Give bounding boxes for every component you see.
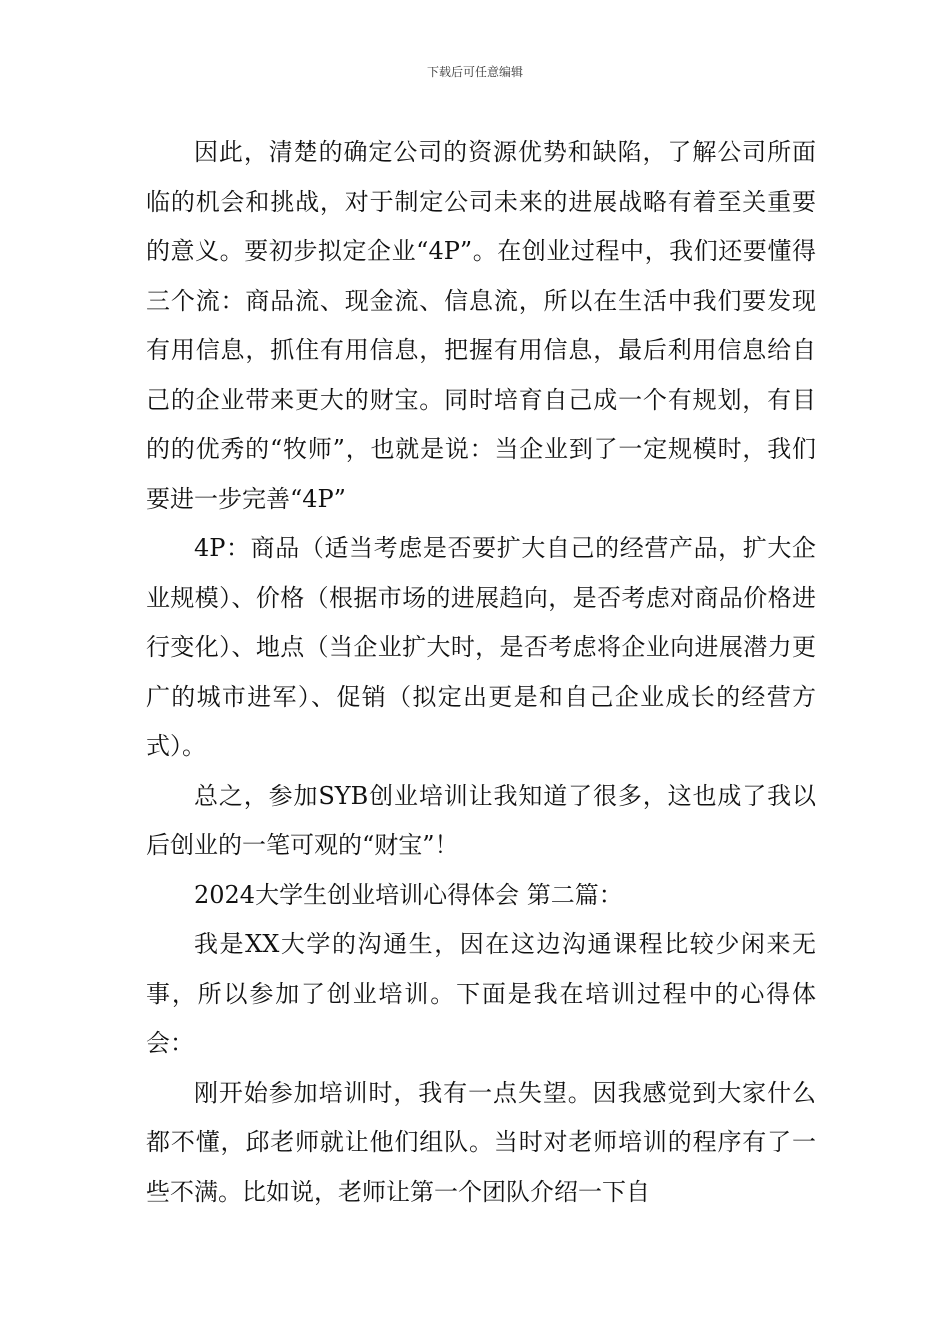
paragraph-4p: 4P：商品（适当考虑是否要扩大自己的经营产品，扩大企业规模）、价格（根据市场的进展趋向，是否考虑对商品价格进行变化）、地点（当企业扩大时，是否考虑将企业向进展潜力更广的城市进军）、促销（拟定出更是和自己企业成长的经营方式）。 bbox=[146, 534, 816, 760]
page-header: 下载后可任意编辑 bbox=[426, 65, 523, 79]
paragraph-intro: 我是XX大学的沟通生，因在这边沟通课程比较少闲来无事，所以参加了创业培训。下面是我在培训过程中的心得体会： bbox=[146, 930, 816, 1057]
paragraph-first-impression: 刚开始参加培训时，我有一点失望。因我感觉到大家什么都不懂，邱老师就让他们组队。当时对老师培训的程序有了一些不满。比如说，老师让第一个团队介绍一下自 bbox=[146, 1078, 816, 1206]
document-body bbox=[146, 128, 816, 1217]
paragraph-conclusion: 总之，参加SYB创业培训让我知道了很多，这也成了我以后创业的一笔可观的“财宝”！ bbox=[146, 781, 816, 859]
paragraph-resources: 因此，清楚的确定公司的资源优势和缺陷，了解公司所面临的机会和挑战，对于制定公司未来的进展战略有着至关重要的意义。要初步拟定企业“4P”。在创业过程中，我们还要懂得三个流：商品流、现金流、信息流，所以在生活中我们要发现有用信息，抓住有用信息，把握有用信息，最后利用信息给自己的企业带来更大的财宝。同时培育自己成一个有规划，有目的的优秀的“牧师”，也就是说：当企业到了一定规模时，我们要进一步完善“4P” bbox=[146, 138, 816, 513]
section-heading: 2024大学生创业培训心得体会 第二篇： bbox=[194, 880, 623, 909]
